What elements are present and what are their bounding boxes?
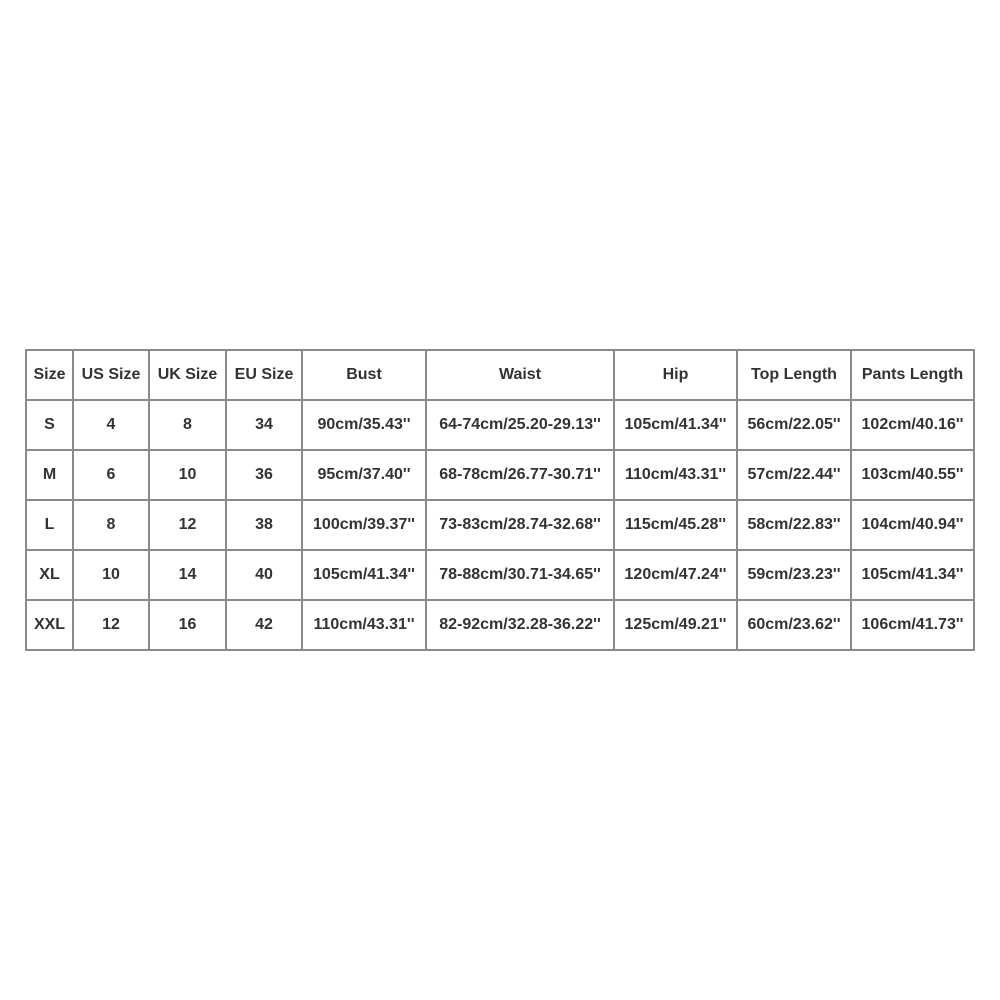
- cell-waist: 73-83cm/28.74-32.68'': [426, 500, 614, 550]
- cell-waist: 78-88cm/30.71-34.65'': [426, 550, 614, 600]
- cell-hip: 105cm/41.34'': [614, 400, 737, 450]
- table-row: [26, 400, 974, 450]
- cell-eu-size: 36: [226, 450, 302, 500]
- cell-hip: 125cm/49.21'': [614, 600, 737, 650]
- header-pants-length: Pants Length: [851, 350, 974, 400]
- cell-hip: 110cm/43.31'': [614, 450, 737, 500]
- cell-eu-size: 34: [226, 400, 302, 450]
- cell-size: L: [26, 500, 73, 550]
- cell-top-length: 56cm/22.05'': [737, 400, 851, 450]
- table-row: [26, 450, 974, 500]
- cell-bust: 110cm/43.31'': [302, 600, 426, 650]
- cell-eu-size: 42: [226, 600, 302, 650]
- cell-size: M: [26, 450, 73, 500]
- cell-uk-size: 14: [149, 550, 226, 600]
- cell-pants-length: 103cm/40.55'': [851, 450, 974, 500]
- header-eu-size: EU Size: [226, 350, 302, 400]
- cell-eu-size: 40: [226, 550, 302, 600]
- cell-hip: 115cm/45.28'': [614, 500, 737, 550]
- cell-size: XL: [26, 550, 73, 600]
- cell-pants-length: 106cm/41.73'': [851, 600, 974, 650]
- cell-size: S: [26, 400, 73, 450]
- cell-eu-size: 38: [226, 500, 302, 550]
- cell-bust: 90cm/35.43'': [302, 400, 426, 450]
- cell-bust: 105cm/41.34'': [302, 550, 426, 600]
- cell-us-size: 12: [73, 600, 149, 650]
- cell-us-size: 4: [73, 400, 149, 450]
- cell-size: XXL: [26, 600, 73, 650]
- cell-uk-size: 8: [149, 400, 226, 450]
- cell-us-size: 6: [73, 450, 149, 500]
- cell-bust: 95cm/37.40'': [302, 450, 426, 500]
- cell-bust: 100cm/39.37'': [302, 500, 426, 550]
- cell-top-length: 59cm/23.23'': [737, 550, 851, 600]
- table-row: [26, 600, 974, 650]
- cell-waist: 68-78cm/26.77-30.71'': [426, 450, 614, 500]
- cell-uk-size: 16: [149, 600, 226, 650]
- table-row: [26, 550, 974, 600]
- header-size: Size: [26, 350, 73, 400]
- cell-waist: 64-74cm/25.20-29.13'': [426, 400, 614, 450]
- cell-uk-size: 12: [149, 500, 226, 550]
- cell-us-size: 8: [73, 500, 149, 550]
- cell-us-size: 10: [73, 550, 149, 600]
- cell-pants-length: 104cm/40.94'': [851, 500, 974, 550]
- cell-pants-length: 102cm/40.16'': [851, 400, 974, 450]
- header-waist: Waist: [426, 350, 614, 400]
- table-row: [26, 500, 974, 550]
- header-top-length: Top Length: [737, 350, 851, 400]
- header-uk-size: UK Size: [149, 350, 226, 400]
- size-chart-table: [25, 349, 975, 651]
- cell-top-length: 58cm/22.83'': [737, 500, 851, 550]
- cell-pants-length: 105cm/41.34'': [851, 550, 974, 600]
- cell-waist: 82-92cm/32.28-36.22'': [426, 600, 614, 650]
- header-row: [26, 350, 974, 400]
- header-us-size: US Size: [73, 350, 149, 400]
- cell-top-length: 60cm/23.62'': [737, 600, 851, 650]
- header-hip: Hip: [614, 350, 737, 400]
- cell-uk-size: 10: [149, 450, 226, 500]
- header-bust: Bust: [302, 350, 426, 400]
- cell-top-length: 57cm/22.44'': [737, 450, 851, 500]
- cell-hip: 120cm/47.24'': [614, 550, 737, 600]
